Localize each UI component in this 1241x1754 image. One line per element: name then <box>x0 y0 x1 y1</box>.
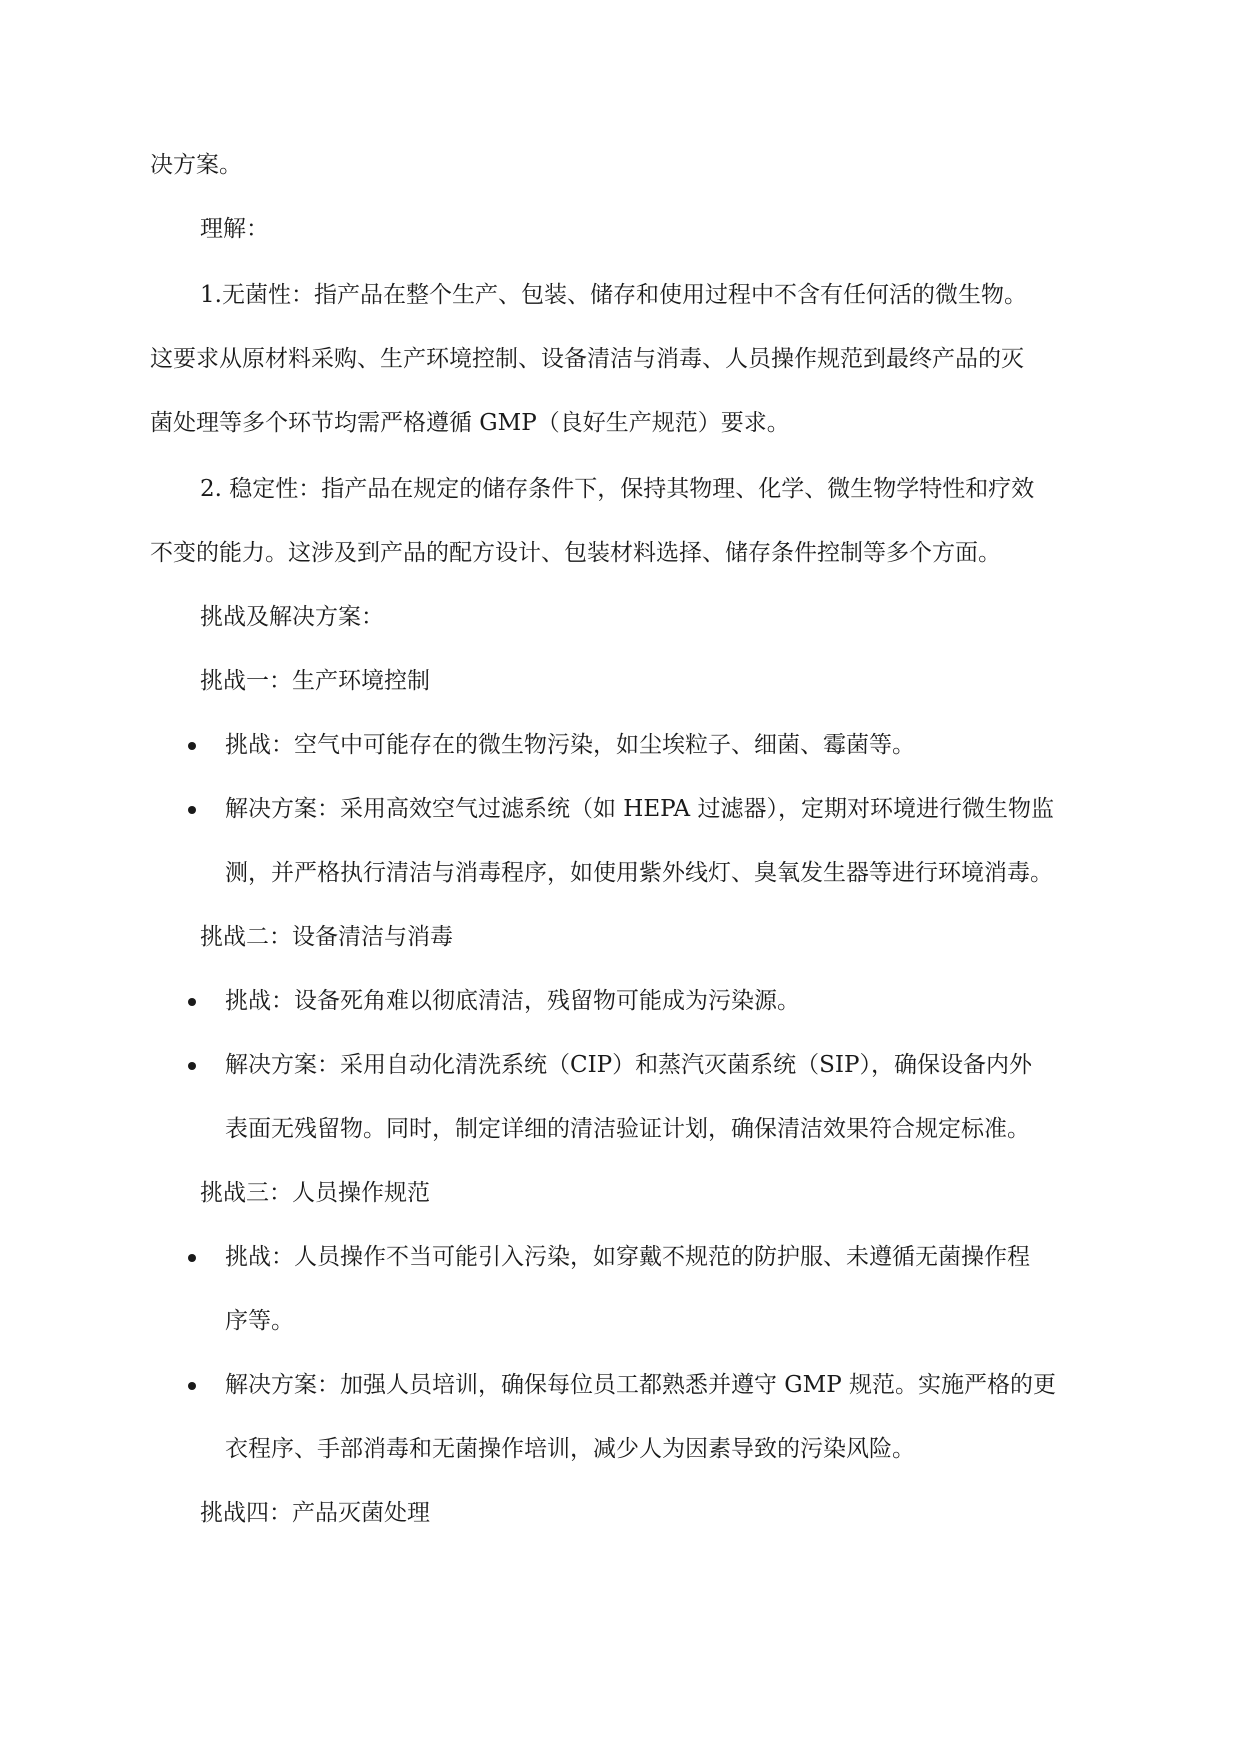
challenge-heading-1: 挑战一：生产环境控制 <box>200 668 430 694</box>
list-item-solution-1-line-1: 解决方案：采用高效空气过滤系统（如 HEPA 过滤器），定期对环境进行微生物监 <box>225 796 1054 822</box>
list-item-challenge-3-line-2: 序等。 <box>225 1308 294 1334</box>
bullet-icon <box>188 1382 196 1390</box>
section-heading-challenges: 挑战及解决方案： <box>200 604 384 630</box>
paragraph-sterility-line-2: 这要求从原材料采购、生产环境控制、设备清洁与消毒、人员操作规范到最终产品的灭 <box>150 346 1024 372</box>
list-item-challenge-3-line-1: 挑战：人员操作不当可能引入污染，如穿戴不规范的防护服、未遵循无菌操作程 <box>225 1244 1030 1270</box>
challenge-heading-3: 挑战三：人员操作规范 <box>200 1180 430 1206</box>
list-item-challenge-1: 挑战：空气中可能存在的微生物污染，如尘埃粒子、细菌、霉菌等。 <box>225 732 915 758</box>
paragraph-sterility-line-1: 1.无菌性：指产品在整个生产、包装、储存和使用过程中不含有任何活的微生物。 <box>200 282 1027 308</box>
list-item-solution-1-line-2: 测，并严格执行清洁与消毒程序，如使用紫外线灯、臭氧发生器等进行环境消毒。 <box>225 860 1053 886</box>
paragraph-stability-line-1: 2. 稳定性：指产品在规定的储存条件下，保持其物理、化学、微生物学特性和疗效 <box>200 476 1035 502</box>
bullet-icon <box>188 1254 196 1262</box>
paragraph-continuation: 决方案。 <box>150 152 242 178</box>
challenge-heading-4: 挑战四：产品灭菌处理 <box>200 1500 430 1526</box>
list-item-solution-3-line-1: 解决方案：加强人员培训，确保每位员工都熟悉并遵守 GMP 规范。实施严格的更 <box>225 1372 1057 1398</box>
bullet-icon <box>188 1062 196 1070</box>
list-item-solution-3-line-2: 衣程序、手部消毒和无菌操作培训，减少人为因素导致的污染风险。 <box>225 1436 915 1462</box>
bullet-icon <box>188 806 196 814</box>
list-item-solution-2-line-1: 解决方案：采用自动化清洗系统（CIP）和蒸汽灭菌系统（SIP），确保设备内外 <box>225 1052 1032 1078</box>
challenge-heading-2: 挑战二：设备清洁与消毒 <box>200 924 453 950</box>
bullet-icon <box>188 998 196 1006</box>
bullet-icon <box>188 742 196 750</box>
list-item-challenge-2: 挑战：设备死角难以彻底清洁，残留物可能成为污染源。 <box>225 988 800 1014</box>
section-heading-understanding: 理解： <box>200 216 269 242</box>
paragraph-sterility-line-3: 菌处理等多个环节均需严格遵循 GMP（良好生产规范）要求。 <box>150 410 790 436</box>
paragraph-stability-line-2: 不变的能力。这涉及到产品的配方设计、包装材料选择、储存条件控制等多个方面。 <box>150 540 1001 566</box>
list-item-solution-2-line-2: 表面无残留物。同时，制定详细的清洁验证计划，确保清洁效果符合规定标准。 <box>225 1116 1030 1142</box>
